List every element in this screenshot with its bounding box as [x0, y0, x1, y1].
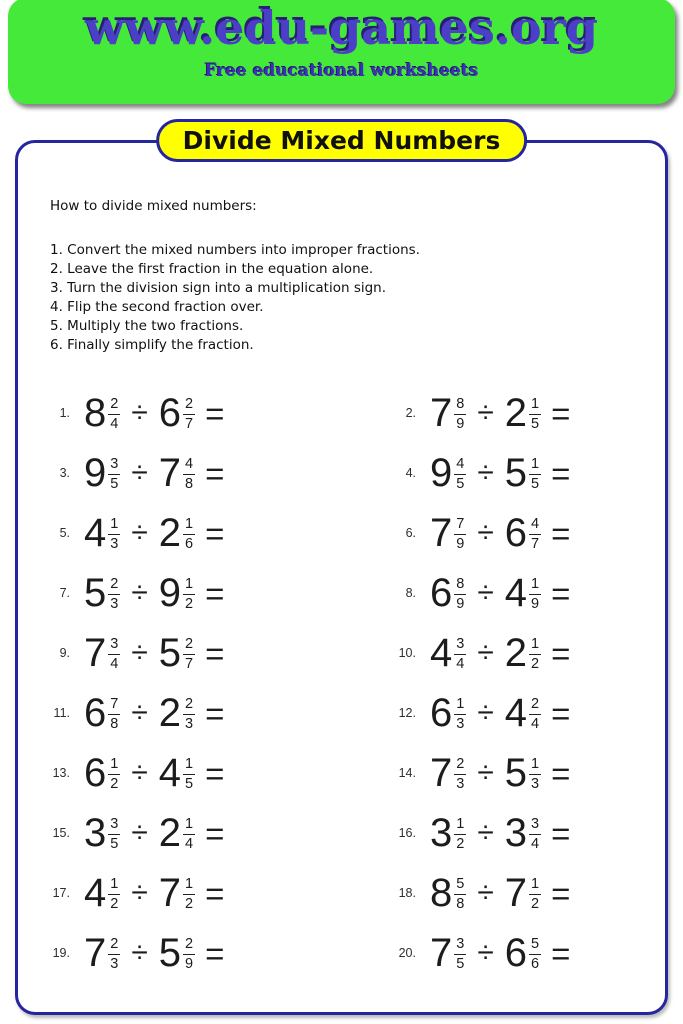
first-denominator: 8: [110, 716, 119, 732]
second-denominator: 5: [531, 416, 540, 432]
first-numerator: 3: [454, 637, 466, 655]
problem-number: 16.: [398, 826, 416, 840]
first-denominator: 5: [110, 836, 119, 852]
problem-expression: [430, 933, 570, 973]
divide-sign: ÷: [477, 516, 494, 549]
second-denominator: 9: [185, 956, 194, 972]
problem-number: 8.: [405, 586, 416, 600]
equals-sign: =: [205, 814, 225, 852]
first-whole-number: 8: [430, 871, 453, 915]
divide-sign: ÷: [477, 576, 494, 609]
first-numerator: 2: [108, 937, 120, 955]
first-fraction: [454, 577, 466, 612]
second-fraction: [529, 457, 541, 492]
second-numerator: 1: [529, 877, 541, 895]
second-whole-number: 7: [504, 871, 528, 915]
divide-sign: ÷: [131, 516, 148, 549]
first-denominator: 3: [110, 596, 119, 612]
first-fraction: [108, 397, 120, 432]
divide-sign: ÷: [131, 756, 148, 789]
second-numerator: 2: [183, 697, 195, 715]
problem-number: 3.: [59, 466, 70, 480]
first-numerator: 8: [454, 397, 466, 415]
equals-sign: =: [205, 454, 225, 492]
second-fraction: [529, 817, 541, 852]
problem: [44, 753, 390, 793]
first-whole-number: 6: [430, 691, 453, 735]
second-fraction: [183, 817, 195, 852]
equals-sign: =: [551, 394, 571, 432]
first-fraction: [454, 697, 466, 732]
first-denominator: 4: [110, 656, 119, 672]
instruction-step: 5. Multiply the two fractions.: [50, 318, 244, 334]
second-numerator: 1: [183, 577, 195, 595]
second-fraction: [183, 877, 195, 912]
first-fraction: [108, 757, 120, 792]
problem: [390, 873, 644, 913]
second-fraction: [529, 577, 541, 612]
first-numerator: 8: [454, 577, 466, 595]
divide-sign: ÷: [131, 576, 148, 609]
second-whole-number: 7: [158, 451, 182, 495]
problem: [44, 873, 390, 913]
equals-sign: =: [551, 514, 571, 552]
problem: [390, 393, 644, 433]
first-denominator: 2: [456, 836, 465, 852]
problem-number: 2.: [405, 406, 416, 420]
second-whole-number: 5: [504, 751, 528, 795]
problem-number: 13.: [52, 766, 70, 780]
second-denominator: 6: [531, 956, 540, 972]
equals-sign: =: [551, 694, 571, 732]
divide-sign: ÷: [131, 396, 148, 429]
second-numerator: 2: [183, 937, 195, 955]
problem-expression: [84, 513, 224, 553]
second-fraction: [183, 397, 195, 432]
second-denominator: 6: [185, 536, 194, 552]
divide-sign: ÷: [477, 636, 494, 669]
second-denominator: 4: [531, 716, 540, 732]
first-numerator: 7: [454, 517, 466, 535]
problem: [390, 753, 644, 793]
second-denominator: 7: [185, 416, 194, 432]
first-fraction: [454, 757, 466, 792]
instructions-heading: How to divide mixed numbers:: [50, 198, 257, 214]
second-fraction: [529, 517, 541, 552]
problem: [390, 633, 644, 673]
first-whole-number: 7: [84, 631, 107, 675]
first-whole-number: 6: [84, 751, 107, 795]
first-numerator: 3: [454, 937, 466, 955]
first-numerator: 5: [454, 877, 466, 895]
equals-sign: =: [205, 874, 225, 912]
first-whole-number: 7: [430, 391, 453, 435]
second-whole-number: 4: [504, 571, 528, 615]
first-denominator: 3: [456, 716, 465, 732]
problem: [44, 813, 390, 853]
first-whole-number: 7: [430, 511, 453, 555]
problem-number: 15.: [52, 826, 70, 840]
first-fraction: [454, 397, 466, 432]
divide-sign: ÷: [477, 396, 494, 429]
instruction-step: 2. Leave the first fraction in the equation alone.: [50, 261, 374, 277]
first-denominator: 5: [456, 956, 465, 972]
problem-expression: [430, 393, 570, 433]
problem-number: 12.: [398, 706, 416, 720]
equals-sign: =: [551, 574, 571, 612]
first-fraction: [454, 877, 466, 912]
second-numerator: 2: [183, 397, 195, 415]
first-whole-number: 4: [430, 631, 453, 675]
second-fraction: [183, 937, 195, 972]
problem-expression: [430, 813, 570, 853]
second-denominator: 2: [531, 656, 540, 672]
problem-number: 9.: [59, 646, 70, 660]
second-whole-number: 2: [504, 631, 528, 675]
first-denominator: 3: [110, 956, 119, 972]
first-fraction: [454, 457, 466, 492]
equals-sign: =: [551, 754, 571, 792]
problem: [390, 813, 644, 853]
equals-sign: =: [551, 454, 571, 492]
equals-sign: =: [205, 694, 225, 732]
first-denominator: 2: [110, 896, 119, 912]
second-whole-number: 2: [158, 691, 182, 735]
second-fraction: [183, 697, 195, 732]
second-fraction: [183, 637, 195, 672]
second-whole-number: 3: [504, 811, 528, 855]
first-denominator: 9: [456, 596, 465, 612]
problem-number: 11.: [53, 706, 70, 720]
second-numerator: 5: [529, 937, 541, 955]
second-denominator: 7: [531, 536, 540, 552]
second-fraction: [529, 397, 541, 432]
first-whole-number: 3: [84, 811, 107, 855]
problem: [44, 453, 390, 493]
problem-expression: [84, 813, 224, 853]
second-fraction: [529, 937, 541, 972]
instruction-step: 6. Finally simplify the fraction.: [50, 337, 254, 353]
first-numerator: 1: [454, 697, 466, 715]
problem: [390, 453, 644, 493]
second-numerator: 1: [529, 397, 541, 415]
equals-sign: =: [551, 814, 571, 852]
second-numerator: 1: [183, 517, 195, 535]
second-denominator: 8: [185, 476, 194, 492]
equals-sign: =: [551, 874, 571, 912]
second-whole-number: 5: [504, 451, 528, 495]
first-numerator: 2: [108, 577, 120, 595]
problem-number: 6.: [405, 526, 416, 540]
equals-sign: =: [205, 394, 225, 432]
problem-expression: [430, 873, 570, 913]
first-numerator: 2: [454, 757, 466, 775]
first-denominator: 5: [110, 476, 119, 492]
problem-number: 4.: [405, 466, 416, 480]
equals-sign: =: [551, 634, 571, 672]
problem-number: 5.: [59, 526, 70, 540]
second-numerator: 1: [529, 637, 541, 655]
second-whole-number: 7: [158, 871, 182, 915]
first-denominator: 4: [456, 656, 465, 672]
first-numerator: 7: [108, 697, 120, 715]
divide-sign: ÷: [131, 456, 148, 489]
first-fraction: [108, 877, 120, 912]
first-whole-number: 7: [84, 931, 107, 975]
second-numerator: 1: [183, 877, 195, 895]
first-whole-number: 3: [430, 811, 453, 855]
problem-expression: [84, 573, 224, 613]
first-numerator: 1: [454, 817, 466, 835]
second-whole-number: 2: [504, 391, 528, 435]
second-denominator: 7: [185, 656, 194, 672]
problem-number: 17.: [52, 886, 70, 900]
first-numerator: 3: [108, 637, 120, 655]
problem-expression: [430, 453, 570, 493]
divide-sign: ÷: [477, 696, 494, 729]
problem: [44, 393, 390, 433]
site-banner: [8, 0, 675, 104]
second-whole-number: 6: [504, 931, 528, 975]
problem-number: 20.: [398, 946, 416, 960]
second-fraction: [183, 517, 195, 552]
problem-number: 19.: [52, 946, 70, 960]
problem-expression: [84, 693, 224, 733]
divide-sign: ÷: [131, 636, 148, 669]
first-numerator: 3: [108, 457, 120, 475]
second-whole-number: 6: [504, 511, 528, 555]
instruction-step: 3. Turn the division sign into a multiplication sign.: [50, 280, 387, 296]
divide-sign: ÷: [477, 456, 494, 489]
second-fraction: [183, 757, 195, 792]
instruction-step: 4. Flip the second fraction over.: [50, 299, 264, 315]
problem: [44, 513, 390, 553]
second-denominator: 5: [185, 776, 194, 792]
second-numerator: 1: [529, 577, 541, 595]
first-whole-number: 8: [84, 391, 107, 435]
first-fraction: [108, 937, 120, 972]
first-numerator: 2: [108, 397, 120, 415]
second-fraction: [183, 457, 195, 492]
problem: [390, 693, 644, 733]
problem-expression: [84, 633, 224, 673]
first-whole-number: 4: [84, 511, 107, 555]
first-whole-number: 7: [430, 751, 453, 795]
first-denominator: 3: [110, 536, 119, 552]
first-fraction: [454, 637, 466, 672]
problem-expression: [430, 753, 570, 793]
problem: [44, 693, 390, 733]
problem: [390, 573, 644, 613]
first-fraction: [454, 937, 466, 972]
problem: [44, 933, 390, 973]
first-denominator: 8: [456, 896, 465, 912]
first-fraction: [108, 457, 120, 492]
first-denominator: 9: [456, 416, 465, 432]
problem-expression: [430, 513, 570, 553]
second-denominator: 4: [185, 836, 194, 852]
first-denominator: 2: [110, 776, 119, 792]
problem-number: 18.: [398, 886, 416, 900]
second-numerator: 1: [529, 457, 541, 475]
second-denominator: 2: [185, 896, 194, 912]
second-numerator: 4: [183, 457, 195, 475]
problem-number: 1.: [59, 406, 70, 420]
first-numerator: 1: [108, 517, 120, 535]
second-denominator: 2: [531, 896, 540, 912]
first-whole-number: 9: [84, 451, 107, 495]
second-denominator: 5: [531, 476, 540, 492]
second-numerator: 2: [183, 637, 195, 655]
second-fraction: [529, 697, 541, 732]
divide-sign: ÷: [131, 696, 148, 729]
problem-expression: [84, 873, 224, 913]
second-denominator: 2: [185, 596, 194, 612]
first-whole-number: 7: [430, 931, 453, 975]
problem-expression: [84, 933, 224, 973]
first-whole-number: 5: [84, 571, 107, 615]
instruction-step: 1. Convert the mixed numbers into improper fractions.: [50, 242, 420, 258]
problem-number: 7.: [59, 586, 70, 600]
second-whole-number: 4: [158, 751, 182, 795]
second-denominator: 3: [185, 716, 194, 732]
second-whole-number: 2: [158, 511, 182, 555]
second-denominator: 3: [531, 776, 540, 792]
divide-sign: ÷: [131, 936, 148, 969]
equals-sign: =: [205, 514, 225, 552]
problem-expression: [430, 633, 570, 673]
divide-sign: ÷: [477, 876, 494, 909]
site-tagline: Free educational worksheets: [204, 61, 479, 81]
second-denominator: 4: [531, 836, 540, 852]
second-numerator: 2: [529, 697, 541, 715]
problem: [44, 633, 390, 673]
second-fraction: [529, 757, 541, 792]
problem-expression: [84, 453, 224, 493]
instructions: [50, 197, 420, 355]
second-fraction: [529, 637, 541, 672]
second-whole-number: 5: [158, 931, 182, 975]
first-denominator: 4: [110, 416, 119, 432]
first-whole-number: 6: [84, 691, 107, 735]
second-whole-number: 9: [158, 571, 182, 615]
second-numerator: 1: [183, 757, 195, 775]
equals-sign: =: [205, 934, 225, 972]
equals-sign: =: [205, 574, 225, 612]
first-fraction: [454, 817, 466, 852]
equals-sign: =: [205, 754, 225, 792]
second-whole-number: 5: [158, 631, 182, 675]
first-fraction: [108, 817, 120, 852]
first-numerator: 1: [108, 877, 120, 895]
divide-sign: ÷: [477, 936, 494, 969]
second-whole-number: 4: [504, 691, 528, 735]
worksheet-title: Divide Mixed Numbers: [156, 119, 528, 162]
divide-sign: ÷: [131, 816, 148, 849]
second-denominator: 9: [531, 596, 540, 612]
first-denominator: 9: [456, 536, 465, 552]
first-numerator: 4: [454, 457, 466, 475]
problems-grid: [44, 383, 644, 983]
first-fraction: [108, 577, 120, 612]
equals-sign: =: [551, 934, 571, 972]
site-title: www.edu-games.org: [84, 1, 599, 55]
first-fraction: [108, 517, 120, 552]
first-whole-number: 9: [430, 451, 453, 495]
second-fraction: [183, 577, 195, 612]
problem-number: 10.: [398, 646, 416, 660]
problem: [390, 933, 644, 973]
divide-sign: ÷: [477, 816, 494, 849]
second-numerator: 1: [183, 817, 195, 835]
first-numerator: 3: [108, 817, 120, 835]
second-numerator: 1: [529, 757, 541, 775]
first-denominator: 3: [456, 776, 465, 792]
first-whole-number: 4: [84, 871, 107, 915]
problem: [44, 573, 390, 613]
second-fraction: [529, 877, 541, 912]
first-denominator: 5: [456, 476, 465, 492]
problem-expression: [84, 393, 224, 433]
problem-expression: [430, 573, 570, 613]
first-fraction: [108, 637, 120, 672]
second-numerator: 3: [529, 817, 541, 835]
second-numerator: 4: [529, 517, 541, 535]
first-whole-number: 6: [430, 571, 453, 615]
problem-expression: [84, 753, 224, 793]
equals-sign: =: [205, 634, 225, 672]
divide-sign: ÷: [477, 756, 494, 789]
problem: [390, 513, 644, 553]
second-whole-number: 2: [158, 811, 182, 855]
divide-sign: ÷: [131, 876, 148, 909]
first-fraction: [108, 697, 120, 732]
problem-number: 14.: [398, 766, 416, 780]
second-whole-number: 6: [158, 391, 182, 435]
first-numerator: 1: [108, 757, 120, 775]
first-fraction: [454, 517, 466, 552]
problem-expression: [430, 693, 570, 733]
